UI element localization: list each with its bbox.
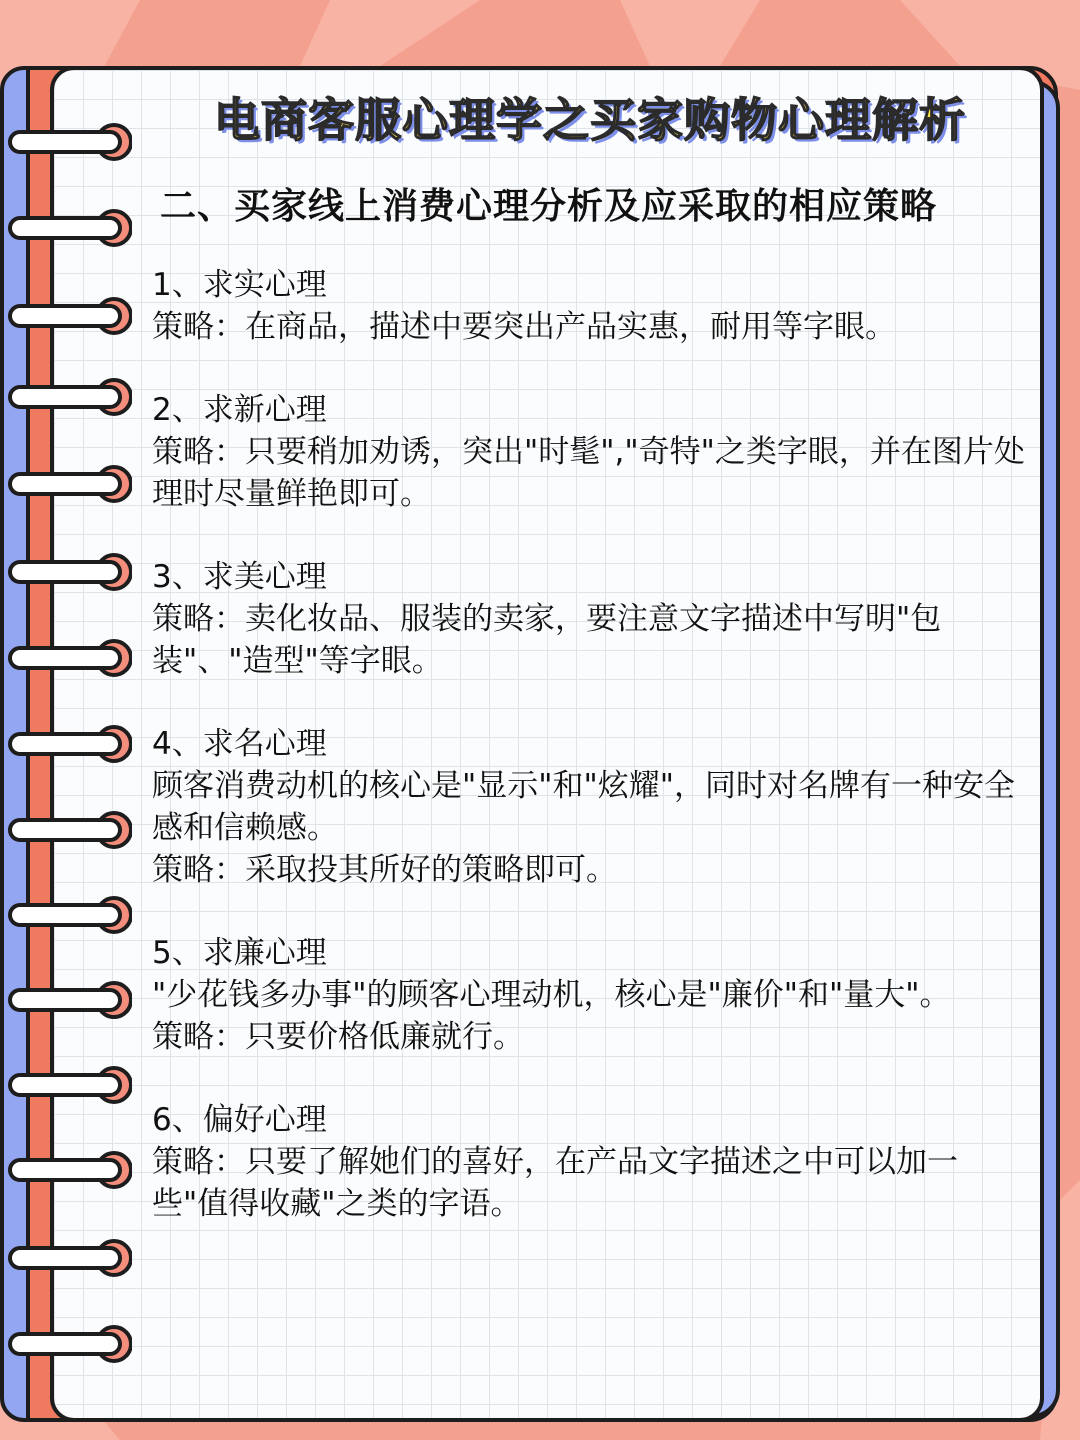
section-text: 策略：只要了解她们的喜好，在产品文字描述之中可以加一些"值得收藏"之类的字语。 bbox=[152, 1144, 958, 1222]
section-heading: 5、求廉心理 bbox=[152, 935, 327, 971]
page-title: 电商客服心理学之买家购物心理解析 bbox=[214, 93, 966, 147]
binding-ring bbox=[4, 375, 132, 419]
binding-ring bbox=[4, 1322, 132, 1366]
binding-ring bbox=[4, 893, 132, 937]
binding-ring bbox=[4, 808, 132, 852]
binding-ring bbox=[4, 550, 132, 594]
binding-ring bbox=[4, 1236, 132, 1280]
section-heading: 3、求美心理 bbox=[152, 559, 327, 595]
section-item bbox=[152, 389, 1030, 515]
binding-ring bbox=[4, 978, 132, 1022]
section-heading: 6、偏好心理 bbox=[152, 1102, 327, 1138]
binding-ring bbox=[4, 120, 132, 164]
section-text: 策略：采取投其所好的策略即可。 bbox=[152, 852, 617, 888]
binding-ring bbox=[4, 294, 132, 338]
binding-ring bbox=[4, 1148, 132, 1192]
section-text: 策略：在商品，描述中要突出产品实惠，耐用等字眼。 bbox=[152, 309, 896, 345]
section-subtitle: 二、买家线上消费心理分析及应采取的相应策略 bbox=[160, 186, 938, 227]
section-item bbox=[152, 932, 1030, 1058]
section-text: "少花钱多办事"的顾客心理动机，核心是"廉价"和"量大"。 bbox=[152, 977, 951, 1013]
section-text: 策略：只要价格低廉就行。 bbox=[152, 1019, 524, 1055]
section-text: 顾客消费动机的核心是"显示"和"炫耀"，同时对名牌有一种安全感和信赖感。 bbox=[152, 768, 1016, 846]
section-item bbox=[152, 264, 1030, 348]
section-text: 策略：卖化妆品、服装的卖家，要注意文字描述中写明"包装"、"造型"等字眼。 bbox=[152, 601, 942, 679]
section-item bbox=[152, 723, 1030, 891]
section-item bbox=[152, 1099, 1030, 1225]
section-heading: 4、求名心理 bbox=[152, 726, 327, 762]
binding-ring bbox=[4, 206, 132, 250]
content-list bbox=[152, 264, 1030, 1266]
binding-ring bbox=[4, 636, 132, 680]
section-heading: 1、求实心理 bbox=[152, 267, 327, 303]
binding-ring bbox=[4, 722, 132, 766]
binding-ring bbox=[4, 462, 132, 506]
section-item bbox=[152, 556, 1030, 682]
section-text: 策略：只要稍加劝诱，突出"时髦","奇特"之类字眼，并在图片处理时尽量鲜艳即可。 bbox=[152, 434, 1025, 512]
section-heading: 2、求新心理 bbox=[152, 392, 327, 428]
binding-ring bbox=[4, 1063, 132, 1107]
